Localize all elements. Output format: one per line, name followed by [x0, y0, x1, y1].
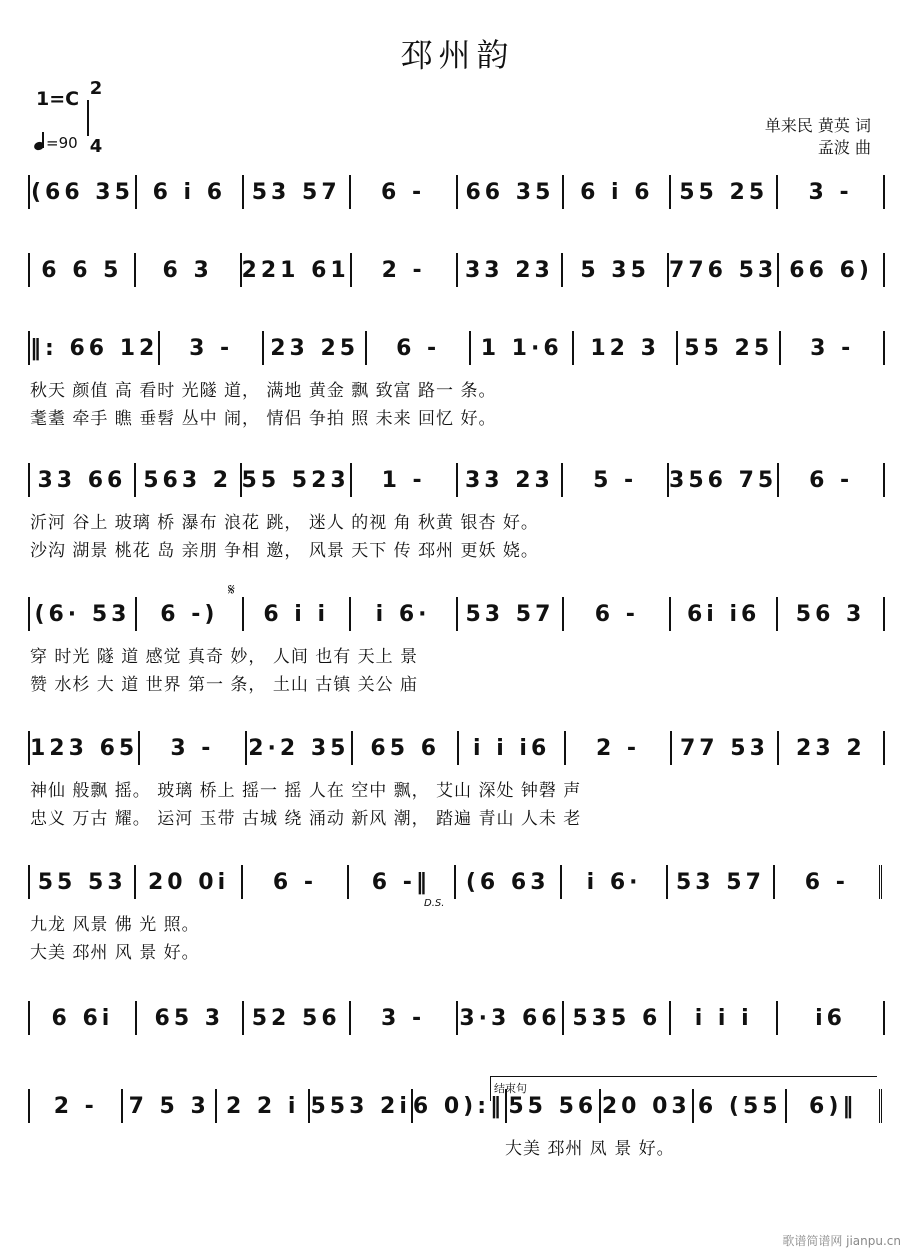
barline	[883, 331, 885, 365]
lyric-verse-1: 穿 时光 隧 道 感觉 真奇 妙， 人间 也有 天上 景	[30, 647, 419, 667]
barline	[883, 1001, 885, 1035]
measure: i 6·	[586, 869, 642, 895]
measure: 55 25	[684, 335, 774, 361]
measure: i i i	[694, 1005, 753, 1031]
measure: 5 -	[593, 467, 638, 493]
measure: 66 35	[465, 179, 555, 205]
measure: 77 53	[679, 735, 769, 761]
barline	[883, 253, 885, 287]
meter-top: 2	[89, 78, 103, 99]
lyric-verse-1: 大美 邳州 凤 景 好。	[505, 1139, 675, 1159]
measure: 6 -	[809, 467, 854, 493]
measure: 6)‖	[809, 1093, 858, 1119]
barline	[883, 731, 885, 765]
segno-symbol: 𝄋	[228, 580, 235, 599]
lyric-verse-1: 九龙 风景 佛 光 照。	[30, 915, 200, 935]
key-signature: 1=C	[36, 88, 80, 110]
measure: 53 57	[251, 179, 341, 205]
measure-row	[28, 862, 885, 902]
measure: 6 i 6	[152, 179, 227, 205]
measure: i6	[815, 1005, 846, 1031]
measure: 55 523	[241, 467, 350, 493]
measure: 2 -	[595, 735, 641, 761]
measure: 52 56	[251, 1005, 341, 1031]
measure-row	[28, 250, 885, 290]
measure: 33 23	[464, 467, 554, 493]
measure: 55 56	[508, 1093, 598, 1119]
measure: 6 i i	[263, 601, 330, 627]
measure: 6 3	[162, 257, 213, 283]
ending-label: 结束句	[494, 1082, 527, 1095]
measure: 3 -	[810, 335, 855, 361]
lyric-verse-1: 沂河 谷上 玻璃 桥 瀑布 浪花 跳， 迷人 的视 角 秋黄 银杏 好。	[30, 513, 539, 533]
measure: 1 1·6	[480, 335, 563, 361]
measure-row	[28, 172, 885, 212]
tempo-marking: =90	[34, 132, 78, 152]
measure: i i i6	[473, 735, 551, 761]
barline	[883, 597, 885, 631]
measure: 6 -	[594, 601, 639, 627]
measure: 563 2	[143, 467, 233, 493]
lyric-verse-1: 秋天 颜值 高 看时 光隧 道， 满地 黄金 飘 致富 路一 条。	[30, 381, 497, 401]
measure: 3 -	[189, 335, 234, 361]
measure: 20 03	[601, 1093, 691, 1119]
measure: 53 57	[465, 601, 555, 627]
ds-marking: D.S.	[424, 898, 445, 909]
composer-credit: 孟波 曲	[817, 138, 871, 157]
measure: 65 6	[370, 735, 441, 761]
measure: 3 -	[381, 1005, 426, 1031]
measure: 3 -	[808, 179, 853, 205]
measure: 6 -‖	[371, 869, 431, 895]
measure: 553 2i	[310, 1093, 411, 1119]
measure: 3 -	[170, 735, 215, 761]
measure: i 6·	[375, 601, 431, 627]
meter-bottom: 4	[89, 136, 103, 157]
time-signature	[87, 78, 105, 158]
measure: 23 2	[796, 735, 866, 761]
measure: 6 -	[381, 179, 426, 205]
measure: 7 5 3	[128, 1093, 210, 1119]
measure: 6 i 6	[580, 179, 654, 205]
measure: 6i i6	[687, 601, 761, 627]
lyric-verse-1: 神仙 般飘 摇。 玻璃 桥上 摇一 摇 人在 空中 飘， 艾山 深处 钟磬 声	[30, 781, 582, 801]
measure: 55 53	[37, 869, 127, 895]
measure: (66 35	[30, 179, 134, 205]
measure: 23 25	[270, 335, 360, 361]
measure: 6 0):‖	[412, 1093, 506, 1119]
measure: 6 (55	[697, 1093, 782, 1119]
measure: 55 25	[679, 179, 769, 205]
ending-bracket	[490, 1076, 877, 1101]
barline	[879, 865, 885, 899]
measure: 221 61	[241, 257, 350, 283]
page-title: 邳州韵	[400, 36, 515, 74]
measure-row	[28, 998, 885, 1038]
measure: 5 35	[580, 257, 650, 283]
measure-row	[28, 328, 885, 368]
measure: 6 -	[272, 869, 317, 895]
watermark: 歌谱简谱网 jianpu.cn	[782, 1234, 901, 1248]
measure: 65 3	[154, 1005, 225, 1031]
barline	[879, 1089, 885, 1123]
measure: 356 75	[669, 467, 778, 493]
measure: 33 23	[464, 257, 554, 283]
measure: 20 0i	[148, 869, 230, 895]
measure: 12 3	[590, 335, 660, 361]
measure: 33 66	[37, 467, 127, 493]
measure: 53 57	[675, 869, 765, 895]
measure-row	[28, 460, 885, 500]
measure: 2·2 35	[248, 735, 350, 761]
measure: 66 6)	[789, 257, 873, 283]
measure: 56 3	[795, 601, 866, 627]
lyric-verse-2: 大美 邳州 风 景 好。	[30, 943, 200, 963]
measure: 6 6 5	[41, 257, 123, 283]
measure: (6· 53	[34, 601, 131, 627]
measure: 6 6i	[51, 1005, 114, 1031]
lyric-verse-2: 忠义 万古 耀。 运河 玉带 古城 绕 涌动 新风 潮， 踏遍 青山 人未 老	[30, 809, 582, 829]
measure-row	[28, 594, 885, 634]
measure: 6 -	[396, 335, 441, 361]
measure: 2 -	[53, 1093, 98, 1119]
measure: 776 53	[669, 257, 778, 283]
measure: 6 -	[804, 869, 849, 895]
measure: 535 6	[572, 1005, 662, 1031]
measure-row	[28, 728, 885, 768]
barline	[883, 175, 885, 209]
measure: ‖: 66 12	[30, 335, 159, 361]
lyricist-credit: 单来民 黄英 词	[764, 116, 871, 135]
measure: (6 63	[465, 869, 550, 895]
measure: 2 2 i	[225, 1093, 300, 1119]
measure: 3·3 66	[459, 1005, 561, 1031]
lyric-verse-2: 耄耋 牵手 瞧 垂髫 丛中 闹， 情侣 争拍 照 未来 回忆 好。	[30, 409, 497, 429]
barline	[883, 463, 885, 497]
measure: 1 -	[381, 467, 426, 493]
measure: 6 -)	[160, 601, 219, 627]
measure: 123 65	[30, 735, 139, 761]
lyric-verse-2: 赞 水杉 大 道 世界 第一 条， 土山 古镇 关公 庙	[30, 675, 419, 695]
lyric-verse-2: 沙沟 湖景 桃花 岛 亲朋 争相 邀， 风景 天下 传 邳州 更妖 娆。	[30, 541, 539, 561]
measure: 2 -	[381, 257, 426, 283]
